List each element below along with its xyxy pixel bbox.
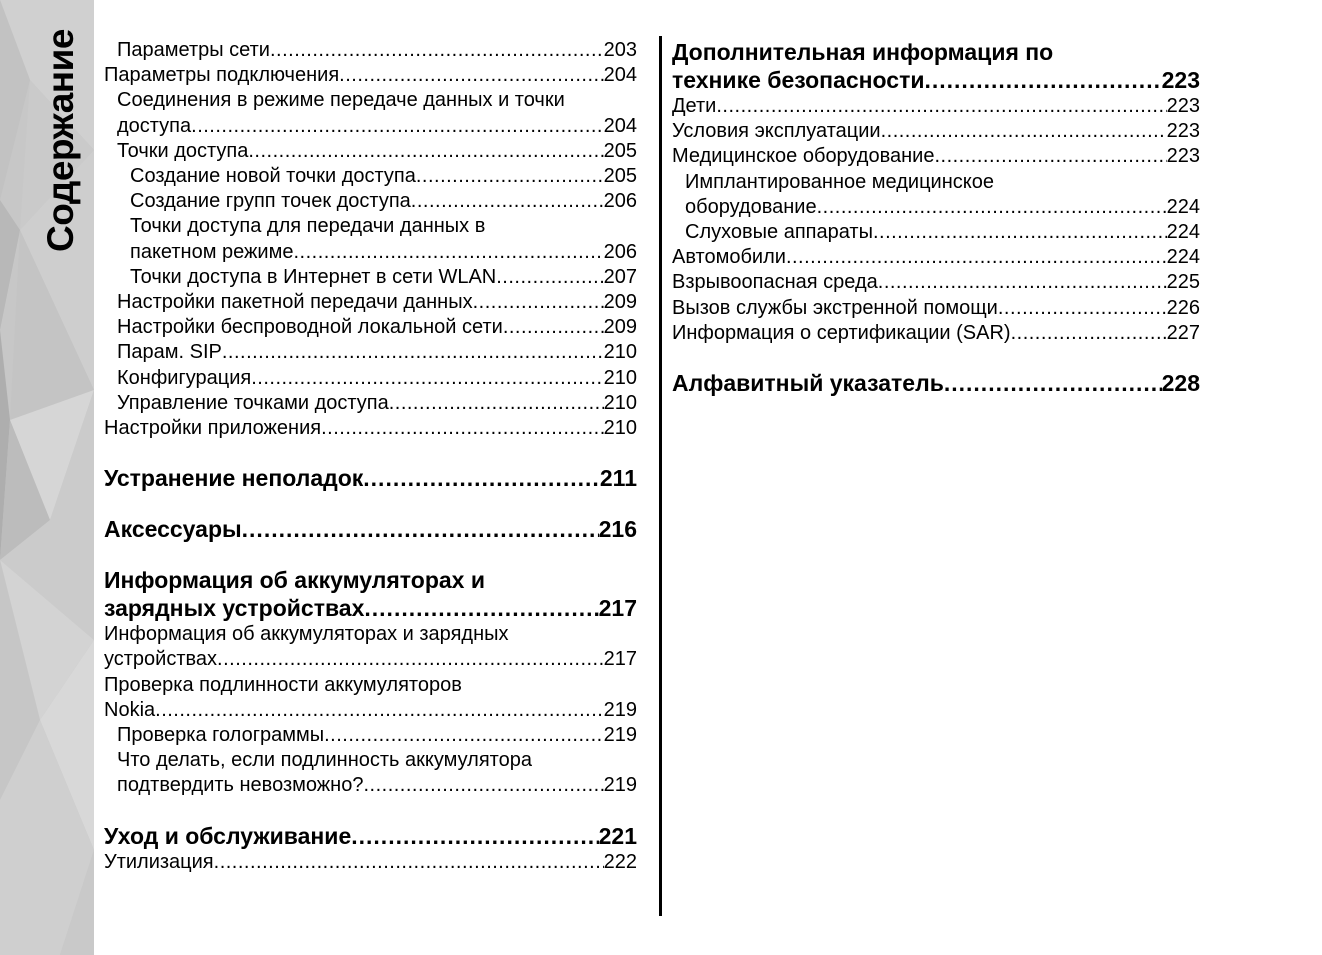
toc-entry-line	[672, 270, 1200, 295]
toc-entry-line	[104, 622, 637, 647]
toc-section-heading	[672, 369, 1200, 397]
toc-page-number: 223	[1161, 67, 1200, 93]
toc-entry	[104, 189, 637, 214]
toc-section-heading	[104, 515, 637, 543]
toc-entry	[672, 119, 1200, 144]
toc-entry-label: Условия эксплуатации	[672, 120, 881, 143]
toc-leader-dots	[1011, 321, 1167, 346]
toc-entry-label: Взрывоопасная среда	[672, 271, 878, 294]
toc-leader-dots	[363, 464, 600, 492]
toc-leader-dots	[934, 144, 1166, 169]
toc-leader-dots	[222, 340, 604, 365]
toc-entry-line	[117, 723, 637, 748]
toc-page-number: 217	[603, 648, 637, 671]
toc-entry	[104, 265, 637, 290]
toc-entry-label: Алфавитный указатель	[672, 370, 944, 397]
toc-entry	[104, 366, 637, 391]
toc-entry-label: Слуховые аппараты	[685, 221, 873, 244]
toc-entry-label: Nokia	[104, 698, 156, 721]
toc-entry-label: Медицинское оборудование	[672, 145, 935, 168]
toc-leader-dots	[321, 416, 604, 441]
toc-entry-line	[672, 369, 1200, 397]
toc-column-right	[672, 38, 1200, 397]
toc-leader-dots	[364, 594, 598, 622]
toc-entry-label: Информация об аккумуляторах и	[104, 567, 485, 594]
toc-entry	[672, 94, 1200, 119]
toc-entry	[104, 88, 637, 138]
toc-page-number: 228	[1161, 370, 1200, 397]
toc-section-heading	[672, 38, 1200, 94]
toc-entry-label: Параметры подключения	[104, 64, 340, 87]
toc-leader-dots	[293, 240, 603, 265]
toc-entry-line	[117, 139, 637, 164]
toc-entry	[104, 391, 637, 416]
toc-column-left	[104, 38, 637, 875]
toc-page-number: 222	[603, 850, 637, 873]
toc-entry-line	[117, 391, 637, 416]
toc-page-number: 204	[603, 114, 637, 137]
toc-entry-line	[117, 88, 637, 113]
toc-entry-line	[117, 290, 637, 315]
toc-entry-line	[130, 265, 637, 290]
toc-entry-label: оборудование	[685, 195, 817, 218]
toc-entry-label: Автомобили	[672, 246, 786, 269]
toc-entry-label: Настройки пакетной передачи данных	[117, 291, 473, 314]
toc-page-number: 204	[603, 64, 637, 87]
toc-entry-label: пакетном режиме	[130, 240, 294, 263]
toc-entry-label: Аксессуары	[104, 516, 242, 543]
toc-entry	[672, 170, 1200, 220]
toc-entry-line	[672, 66, 1200, 94]
toc-page-number: 210	[603, 391, 637, 414]
toc-entry	[104, 38, 637, 63]
toc-entry-line	[117, 315, 637, 340]
toc-leader-dots	[248, 139, 603, 164]
toc-page-number: 224	[1166, 195, 1200, 218]
toc-entry-label: Точки доступа	[117, 139, 249, 162]
toc-entry-line	[104, 647, 637, 672]
toc-leader-dots	[270, 38, 604, 63]
toc-entry-label: Дополнительная информация по	[672, 39, 1054, 65]
toc-section-heading	[104, 566, 637, 622]
toc-leader-dots	[716, 94, 1166, 119]
toc-entry-label: Имплантированное медицинское	[685, 170, 994, 193]
toc-entry-label: Информация об аккумуляторах и зарядных	[104, 623, 509, 646]
toc-entry-line	[672, 321, 1200, 346]
toc-entry-line	[685, 220, 1200, 245]
toc-entry-line	[104, 594, 637, 622]
toc-entry	[104, 416, 637, 441]
toc-entry-label: Параметры сети	[117, 39, 270, 61]
toc-entry-label: технике безопасности	[672, 67, 925, 93]
toc-entry-line	[117, 773, 637, 798]
toc-page-number: 210	[603, 366, 637, 389]
toc-entry-label: Вызов службы экстренной помощи	[672, 296, 998, 319]
toc-leader-dots	[155, 698, 603, 723]
toc-page-number: 219	[603, 698, 637, 721]
toc-leader-dots	[786, 245, 1167, 270]
toc-leader-dots	[411, 189, 604, 214]
toc-entry-line	[672, 144, 1200, 169]
toc-entry-line	[117, 748, 637, 773]
toc-entry	[104, 214, 637, 264]
toc-entry	[104, 340, 637, 365]
toc-entry-line	[117, 38, 637, 63]
toc-entry-line	[104, 416, 637, 441]
toc-leader-dots	[416, 164, 604, 189]
toc-leader-dots	[496, 265, 603, 290]
toc-page-number: 219	[603, 774, 637, 797]
toc-leader-dots	[878, 270, 1167, 295]
toc-entry-label: Управление точками доступа	[117, 391, 389, 414]
toc-entry-line	[117, 114, 637, 139]
toc-entry-label: Проверка подлинности аккумуляторов	[104, 673, 462, 696]
toc-entry-label: Устранение неполадок	[104, 465, 364, 492]
toc-leader-dots	[817, 195, 1167, 220]
toc-page-number: 223	[1166, 145, 1200, 168]
toc-page-number: 210	[603, 417, 637, 440]
toc-leader-dots	[503, 315, 604, 340]
toc-page-number: 223	[1166, 95, 1200, 117]
toc-entry-line	[104, 566, 637, 594]
toc-entry-line	[104, 698, 637, 723]
toc-leader-dots	[363, 773, 603, 798]
toc-entry-label: Создание новой точки доступа	[130, 165, 416, 188]
toc-entry	[104, 673, 637, 723]
toc-entry-line	[117, 340, 637, 365]
toc-page-number: 216	[598, 516, 637, 543]
toc-entry	[672, 220, 1200, 245]
toc-entry	[104, 63, 637, 88]
toc-leader-dots	[191, 114, 603, 139]
toc-leader-dots	[214, 850, 604, 875]
toc-leader-dots	[881, 119, 1167, 144]
sidebar-title: Содержание	[40, 29, 81, 252]
toc-entry-label: подтвердить невозможно?	[117, 774, 364, 797]
toc-leader-dots	[242, 515, 599, 543]
toc-leader-dots	[924, 66, 1161, 94]
toc-page-number: 209	[603, 316, 637, 339]
toc-entry	[104, 622, 637, 672]
toc-entry-line	[130, 189, 637, 214]
toc-page-number: 207	[603, 265, 637, 288]
toc-entry-line	[104, 515, 637, 543]
toc-entry-label: Дети	[672, 95, 717, 117]
toc-entry	[104, 723, 637, 748]
toc-entry-line	[130, 240, 637, 265]
toc-leader-dots	[339, 63, 603, 88]
toc-page-number: 224	[1166, 221, 1200, 244]
toc-leader-dots	[873, 220, 1167, 245]
toc-entry	[672, 144, 1200, 169]
toc-page-number: 227	[1166, 321, 1200, 344]
toc-entry	[672, 270, 1200, 295]
toc-entry-label: Точки доступа в Интернет в сети WLAN	[130, 265, 497, 288]
toc-page-number: 210	[603, 341, 637, 364]
toc-page-number: 209	[603, 291, 637, 314]
toc-entry-line	[104, 464, 637, 492]
toc-entry-label: Создание групп точек доступа	[130, 190, 411, 213]
toc-leader-dots	[324, 723, 604, 748]
toc-entry	[104, 315, 637, 340]
toc-entry-line	[117, 366, 637, 391]
toc-entry-label: доступа	[117, 114, 192, 137]
toc-entry-line	[672, 94, 1200, 119]
toc-leader-dots	[944, 369, 1162, 397]
toc-entry-line	[104, 822, 637, 850]
toc-entry	[672, 296, 1200, 321]
toc-page-number: 226	[1166, 296, 1200, 319]
toc-leader-dots	[217, 647, 604, 672]
toc-entry-label: Парам. SIP	[117, 341, 222, 364]
toc-page-number: 205	[603, 139, 637, 162]
toc-entry-line	[130, 164, 637, 189]
toc-page-number: 206	[603, 240, 637, 263]
toc-entry-line	[104, 850, 637, 875]
toc-entry-label: Настройки беспроводной локальной сети	[117, 316, 503, 339]
toc-entry-line	[685, 195, 1200, 220]
toc-page-number: 225	[1166, 271, 1200, 294]
toc-entry	[104, 139, 637, 164]
toc-entry-label: Соединения в режиме передаче данных и точки	[117, 89, 565, 112]
toc-entry	[672, 245, 1200, 270]
toc-page-number: 211	[599, 465, 637, 492]
toc-entry	[104, 164, 637, 189]
toc-page-number: 203	[603, 39, 637, 61]
toc-entry-label: Утилизация	[104, 850, 214, 873]
toc-leader-dots	[351, 822, 598, 850]
column-divider	[659, 36, 662, 916]
toc-leader-dots	[389, 391, 604, 416]
toc-entry-line	[672, 296, 1200, 321]
toc-entry-line	[672, 119, 1200, 144]
toc-page-number: 221	[598, 822, 637, 849]
toc-page-number: 224	[1166, 246, 1200, 269]
toc-entry	[672, 321, 1200, 346]
toc-page-number: 205	[603, 165, 637, 188]
toc-section-heading	[104, 464, 637, 492]
toc-entry-line	[672, 38, 1200, 66]
toc-entry-label: зарядных устройствах	[104, 595, 365, 622]
toc-entry-label: Проверка голограммы	[117, 724, 325, 747]
toc-entry	[104, 850, 637, 875]
toc-entry-line	[104, 63, 637, 88]
toc-entry-label: Конфигурация	[117, 366, 252, 389]
toc-entry-label: Уход и обслуживание	[104, 822, 352, 849]
toc-entry-label: Что делать, если подлинность аккумулятора	[117, 749, 532, 772]
toc-entry-line	[130, 214, 637, 239]
toc-entry-label: Точки доступа для передачи данных в	[130, 215, 486, 238]
toc-entry-label: Настройки приложения	[104, 417, 322, 440]
toc-entry	[104, 748, 637, 798]
toc-leader-dots	[998, 296, 1167, 321]
toc-page-number: 217	[598, 595, 637, 622]
toc-leader-dots	[473, 290, 604, 315]
toc-leader-dots	[251, 366, 603, 391]
toc-page-number: 219	[603, 724, 637, 747]
toc-entry	[104, 290, 637, 315]
toc-page-number: 206	[603, 190, 637, 213]
toc-entry-line	[685, 170, 1200, 195]
toc-page-number: 223	[1166, 120, 1200, 143]
toc-section-heading	[104, 822, 637, 850]
toc-entry-label: Информация о сертификации (SAR)	[672, 321, 1011, 344]
toc-entry-label: устройствах	[104, 648, 218, 671]
toc-entry-line	[104, 673, 637, 698]
toc-entry-line	[672, 245, 1200, 270]
